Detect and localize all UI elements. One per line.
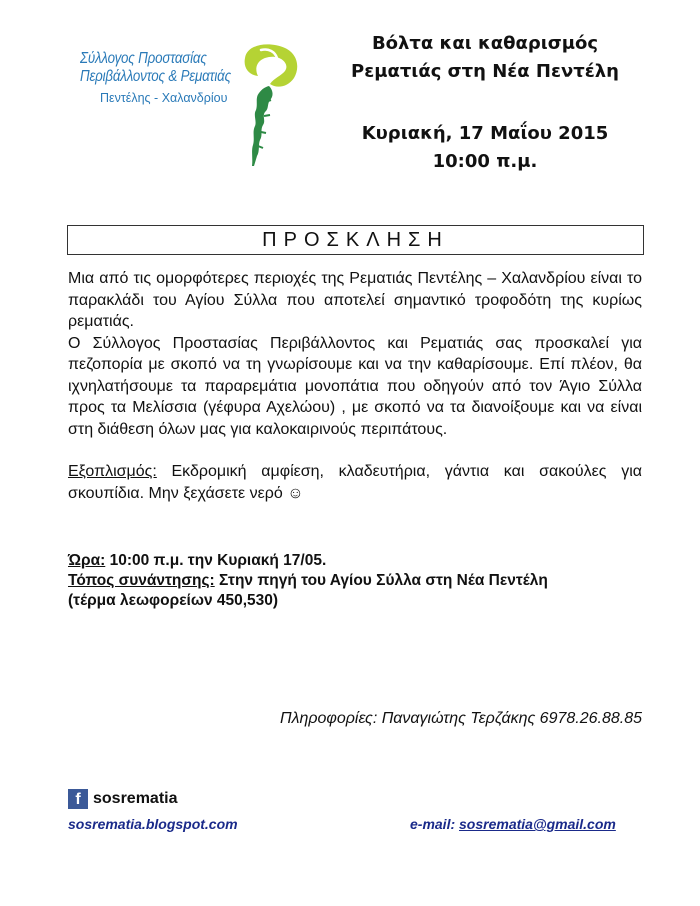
facebook-link[interactable]	[68, 789, 178, 809]
event-time: 10:00 π.μ.	[432, 151, 538, 172]
contact-info: Πληροφορίες: Παναγιώτης Τερζάκης 6978.26.88.85	[279, 710, 642, 727]
invitation-heading: ΠΡΟΣΚΛΗΣΗ	[262, 229, 449, 251]
meeting-time	[68, 551, 668, 571]
time-value: 10:00 π.μ. την Κυριακή 17/05.	[105, 552, 327, 569]
time-label: Ώρα:	[68, 552, 106, 569]
facebook-icon: f	[68, 789, 88, 809]
event-header	[340, 30, 630, 176]
equipment-text: Εκδρομική αμφίεση, κλαδευτήρια, γάντια και σακούλες για σκουπίδια. Μην ξεχάσετε νερό ☺	[68, 463, 642, 502]
logo-line-1: Σύλλογος Προστασίας	[80, 50, 207, 67]
email-label: e-mail:	[410, 816, 460, 832]
bus-terminal: (τέρμα λεωφορείων 450,530)	[68, 592, 279, 609]
body-paragraph-2: Ο Σύλλογος Προστασίας Περιβάλλοντος και Ρεματιάς σας προσκαλεί για πεζοπορία με σκοπό να τη γνωρίσουμε και να την καθαρίσουμε. Επί πλέον, θα ιχνηλατήσουμε τα παραρεμάτια μονοπάτια που οδηγούν από τον Άγιο Σύλλα προς τα Μελίσσια (γέφυρα Αχελώου) , με σκοπό να τα διανοίξουμε και να είναι στη διάθεση όλων μας για καλοκαιρινούς περιπάτους.	[68, 334, 642, 438]
logo-line-3: Πεντέλης - Χαλανδρίου	[100, 91, 228, 105]
blog-link[interactable]: sosrematia.blogspot.com	[68, 816, 238, 832]
invitation-body	[68, 268, 642, 504]
equipment-paragraph	[68, 461, 642, 504]
body-paragraph-1: Μια από τις ομορφότερες περιοχές της Ρεματιάς Πεντέλης – Χαλανδρίου είναι το παρακλάδι του Αγίου Σύλλα που αποτελεί σημαντικό τροφοδότη της κυρίως ρεματιάς.	[68, 270, 642, 330]
logo	[80, 42, 300, 167]
meeting-place	[68, 571, 668, 591]
equipment-label: Εξοπλισμός:	[68, 463, 157, 480]
place-value: Στην πηγή του Αγίου Σύλλα στη Νέα Πεντέλη	[214, 572, 548, 589]
email-line	[410, 816, 616, 832]
logo-line-2: Περιβάλλοντος & Ρεματιάς	[80, 68, 231, 85]
event-title-line-2: Ρεματιάς στη Νέα Πεντέλη	[351, 61, 619, 82]
facebook-name: sosrematia	[93, 790, 178, 807]
meeting-details	[68, 551, 668, 611]
place-label: Τόπος συνάντησης:	[68, 572, 215, 589]
event-title-line-1: Βόλτα και καθαρισμός	[371, 33, 599, 54]
email-link[interactable]: sosrematia@gmail.com	[459, 816, 616, 832]
invitation-heading-box	[67, 225, 644, 255]
logo-emblem-icon	[225, 42, 300, 167]
event-date: Κυριακή, 17 Μαΐου 2015	[361, 123, 609, 144]
